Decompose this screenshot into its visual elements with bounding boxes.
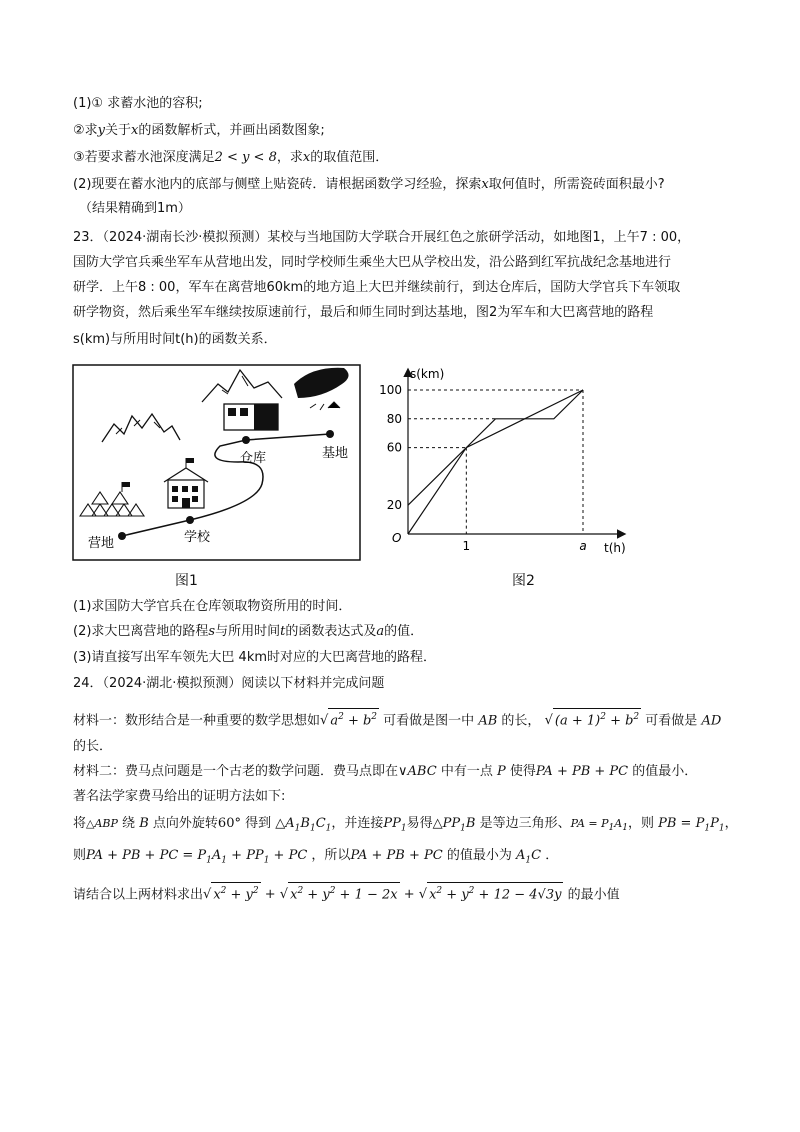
- chart-caption: 图2: [512, 573, 535, 589]
- q23-line-1: 23．（2024·湖南长沙·模拟预测）某校与当地国防大学联合开展红色之旅研学活动，如地图1，上午7 : 00，: [73, 230, 691, 245]
- y-tick-label: 80: [386, 411, 402, 426]
- q23-sub-2: (2)求大巴离营地的路程s与所用时间t的函数表达式及a的值．: [73, 624, 424, 639]
- q-prev-2: (2)现要在蓄水池内的底部与侧壁上贴瓷砖．请根据函数学习经验，探索x取何值时，所需瓷砖面积最小?: [73, 177, 665, 192]
- q23-line-2: 国防大学官兵乘坐军车从营地出发，同时学校师生乘坐大巴从学校出发，沿公路到红军抗战纪念基地进行: [73, 255, 672, 270]
- q24-material-1: 材料一：数形结合是一种重要的数学思想如√ $a^2 + b^2$ 可看做是图一中 AB 的长， √ $(a + 1)^2 + b^2$ 可看做是 AD: [73, 708, 721, 731]
- q-prev-1-2: ②求y关于x的函数解析式，并画出函数图象;: [73, 123, 325, 138]
- q24-line-1: 24．（2024·湖北·模拟预测）阅读以下材料并完成问题: [73, 676, 385, 691]
- y-tick-label: 20: [386, 498, 402, 513]
- map-dot-school: [186, 516, 194, 524]
- q24-material-2-proof: 著名法学家费马给出的证明方法如下:: [73, 789, 286, 804]
- q-prev-1-3: ③若要求蓄水池深度满足2 < y < 8，求x的取值范围．: [73, 150, 389, 165]
- q24-material-4: 则PA + PB + PC = $P_1A_1 + PP_1$ + PC ，所以PA + PB + PC 的值最小为 $A_1C$ ．: [73, 848, 559, 866]
- y-axis-label: s(km): [410, 367, 445, 381]
- map-label-warehouse: 仓库: [240, 451, 267, 466]
- q23-line-4: 研学物资，然后乘坐军车继续按原速前行，最后和师生同时到达基地，图2为军车和大巴离营地的路程: [73, 305, 654, 320]
- map-dot-camp: [118, 532, 126, 540]
- map-label-school: 学校: [184, 530, 211, 545]
- q24-question: 请结合以上两材料求出√ $x^2 + y^2$ + √ $x^2 + y^2 + 1 - 2x$ + √ $x^2 + y^2 + 12 - 4√3y$ 的最小值: [73, 882, 620, 905]
- map-dot-base: [326, 430, 334, 438]
- q24-material-2: 材料二：费马点问题是一个古老的数学问题．费马点即在∨ABC 中有一点 P 使得PA + PB + PC 的值最小．: [73, 764, 698, 779]
- q-prev-2-note: （结果精确到1m）: [79, 201, 191, 216]
- q23-line-3: 研学．上午8 : 00，军车在离营地60km的地方追上大巴并继续前行，到达仓库后，国防大学官兵下车领取: [73, 280, 681, 295]
- q23-sub-1: (1)求国防大学官兵在仓库领取物资所用的时间．: [73, 599, 352, 614]
- origin-label: O: [392, 531, 402, 545]
- x-tick-label: a: [579, 539, 587, 553]
- q23-sub-3: (3)请直接写出军车领先大巴 4km时对应的大巴离营地的路程．: [73, 650, 437, 665]
- series-line-truck: [408, 390, 583, 534]
- q-prev-1-1: (1)① 求蓄水池的容积;: [73, 96, 203, 111]
- y-tick-label: 60: [386, 440, 402, 455]
- map-label-camp: 营地: [88, 536, 115, 551]
- x-axis-label: t(h): [604, 541, 626, 555]
- map-dot-warehouse: [242, 436, 250, 444]
- q24-material-3: 将△ABP 绕 B 点向外旋转60° 得到 $\triangle A_1B_1C_1$，并连接$PP_1$易得$\triangle PP_1B$ 是等边三角形、PA = $P_1A_1$，则 PB = $P_1P_1$，: [73, 816, 738, 834]
- q23-line-5: s(km)与所用时间t(h)的函数关系．: [73, 332, 277, 347]
- map-label-base: 基地: [322, 446, 349, 461]
- map-caption: 图1: [175, 573, 198, 589]
- distance-time-chart: [370, 360, 640, 560]
- q24-material-1-end: 的长．: [73, 739, 113, 754]
- y-tick-label: 100: [379, 383, 402, 397]
- map-figure: [72, 364, 362, 562]
- x-tick-label: 1: [462, 539, 471, 553]
